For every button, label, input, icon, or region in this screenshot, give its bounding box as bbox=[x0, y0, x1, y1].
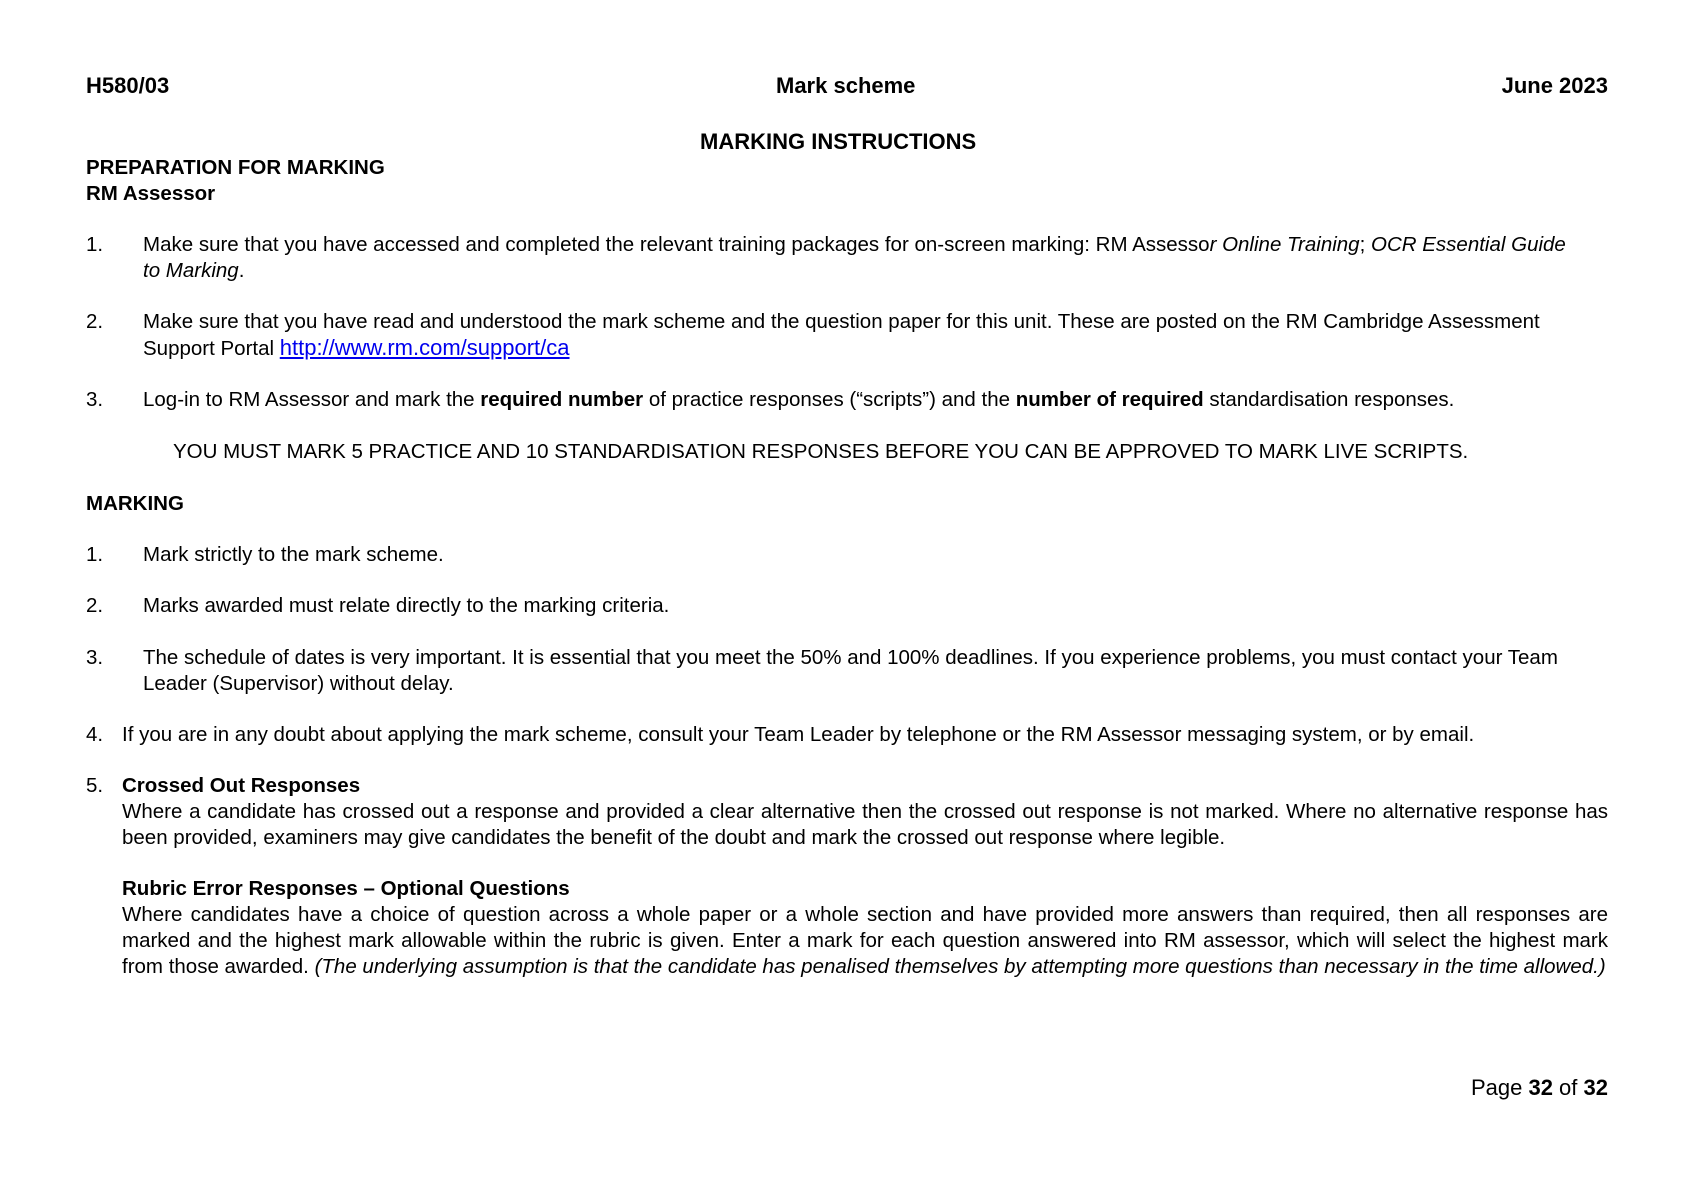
crossed-out-text: Where a candidate has crossed out a response and provided a clear alternative then the crossed out response is not marked. Where no alternative response has been provided, examiners may give candidates the benefit of the doubt and mark the crossed out response where legible. bbox=[122, 800, 1608, 849]
rubric-text: Where candidates have a choice of question across a whole paper or a whole section and have provided more answers than required, then all responses are marked and the highest mark allowable within the rubric is given. Enter a mark for each question answered into RM assessor, which will select the highest mark from those awarded. (The underlying assumption is that the candidate has penalised themselves by attempting more questions than necessary in the time allowed.) bbox=[122, 903, 1608, 978]
page-number: Page 32 of 32 bbox=[1470, 1075, 1608, 1100]
prep-item-2-number: 2. bbox=[86, 310, 104, 333]
page-heading: MARKING INSTRUCTIONS bbox=[700, 129, 977, 154]
standardisation-notice: YOU MUST MARK 5 PRACTICE AND 10 STANDARDISATION RESPONSES BEFORE YOU CAN BE APPROVED TO MARK LIVE SCRIPTS. bbox=[173, 440, 1469, 463]
marking-item-2-number: 2. bbox=[86, 594, 104, 617]
prep-item-2: Make sure that you have read and understood the mark scheme and the question paper for this unit. These are posted on the RM Cambridge Assessment Support Portal http://www.rm.com/support/ca bbox=[143, 310, 1540, 360]
prep-item-1: Make sure that you have accessed and completed the relevant training packages for on-screen marking: RM Assessor Online Training; OCR Essential Guide to Marking. bbox=[143, 233, 1566, 282]
marking-title: MARKING bbox=[86, 492, 184, 515]
marking-item-4-number: 4. bbox=[86, 723, 104, 746]
marking-item-2: Marks awarded must relate directly to the marking criteria. bbox=[143, 594, 670, 617]
rubric-title: Rubric Error Responses – Optional Questions bbox=[122, 877, 570, 900]
marking-item-5-number: 5. bbox=[86, 774, 104, 797]
paper-code: H580/03 bbox=[86, 73, 170, 98]
support-portal-link[interactable]: http://www.rm.com/support/ca bbox=[279, 335, 570, 360]
marking-item-1: Mark strictly to the mark scheme. bbox=[143, 543, 444, 566]
document-title: Mark scheme bbox=[776, 73, 916, 98]
marking-item-3-number: 3. bbox=[86, 646, 104, 669]
prep-item-1-number: 1. bbox=[86, 233, 104, 256]
marking-item-4: If you are in any doubt about applying the mark scheme, consult your Team Leader by telephone or the RM Assessor messaging system, or by email. bbox=[122, 723, 1475, 746]
prep-subtitle: RM Assessor bbox=[86, 182, 216, 205]
prep-item-3-number: 3. bbox=[86, 388, 104, 411]
prep-item-3: Log-in to RM Assessor and mark the required number of practice responses (“scripts”) and the number of required standardisation responses. bbox=[143, 388, 1455, 411]
prep-title: PREPARATION FOR MARKING bbox=[86, 156, 385, 179]
marking-item-1-number: 1. bbox=[86, 543, 104, 566]
marking-item-3: The schedule of dates is very important. It is essential that you meet the 50% and 100% deadlines. If you experience problems, you must contact your Team Leader (Supervisor) without delay. bbox=[143, 646, 1558, 695]
document-date: June 2023 bbox=[1501, 73, 1608, 98]
crossed-out-title: Crossed Out Responses bbox=[122, 774, 361, 797]
